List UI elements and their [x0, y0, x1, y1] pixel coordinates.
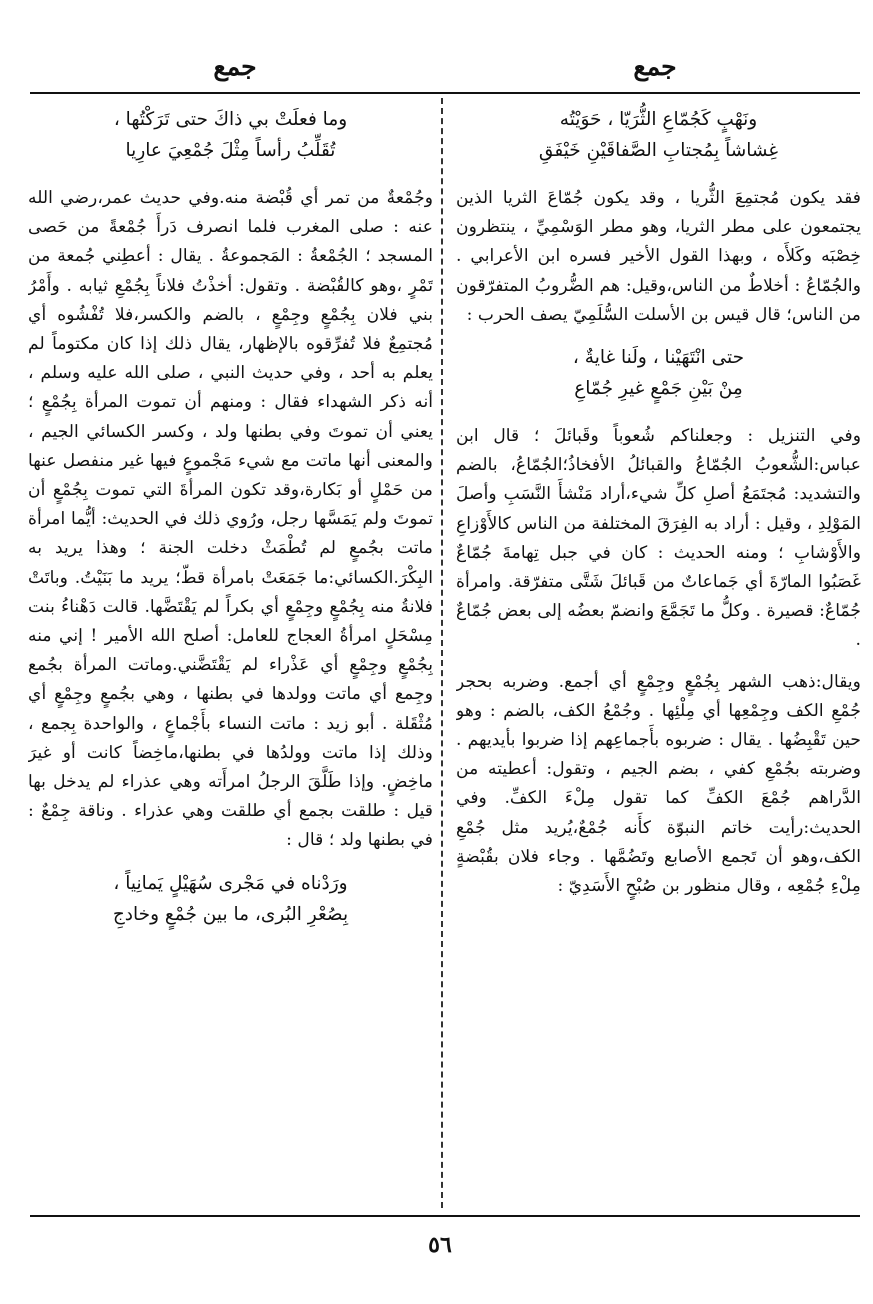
right-column: [456, 100, 861, 1210]
footer-rule: [30, 1215, 860, 1217]
page-number: ٥٦: [428, 1232, 452, 1258]
verse-block: [456, 104, 861, 166]
left-column: [28, 100, 433, 1210]
entry-paragraph: وجُمْعةٌ من تمر أي قُبْضة منه.وفي حديث عمر،رضي الله عنه : صلى المغرب فلما انصرف دَرأَ جُمْعةً من حَصى المسجد ؛ الجُمْعةُ : المَجموعةُ . يقال : أعطِني جُمعة من تَمْرٍ ،وهو كالقُبْضة . وتقول: أخذْتُ فلاناً بِجُمْعِ ثيابه . وأَمْرُ بني فلان بِجُمْعٍ وجِمْعٍ ، بالضم والكسر،فلا تُفْشُوه أي مُجتمِعٌ فلا تُفرِّقوه بالإظهار، يقال ذلك إذا كان مكتوماً لم يعلم به أحد ، وفي حديث النبي ، صلى الله عليه وسلم ، أنه ذكر الشهداء فقال : ومنهم أن تموت المرأة بِجُمْعٍ ؛ يعني أن تموتَ وفي بطنها ولد ، وكسر الكسائي الجيم ، والمعنى أنها ماتت مع شيء مَجْموعٍ فيها غير منفصل عنها من حَمْلٍ أو بَكارة،وقد تكون المرأةَ التي تموت بِجُمْعٍ أن تموتَ ولم يَمَسَّها رجل، ورُوي ذلك في الحديث: أيُّما امرأة ماتت بجُمعٍ لم تُطْمَثْ دخلت الجنة ؛ وهذا يريد به البِكْرَ.الكسائي:ما جَمَعَتْ بامرأة قطّ؛ يريد ما بَنَيْتُ. وباتَتْ فلانةُ منه بِجُمْعٍ وجِمْعٍ أي بكراً لم يَقْتَضَّها. قالت دَهْناءُ بنت مِسْحَلٍ امرأةُ العجاج للعامل: أصلح الله الأمير ! إني منه بِجُمْعٍ وجِمْعٍ أي عَذْراء لم يَقْتَضَّني.وماتت المرأة بجُمع وجِمع أي ماتت وولدها في بطنها ، وهي بجُمعٍ وجِمْعٍ أي مُثْقَلة . أبو زيد : ماتت النساء بأَجْماعٍ ، والواحدة بِجمع ، وذلك إذا ماتت وولدُها في بطنها،ماخِضاً كانت أو غيرَ ماخِضٍ. وإذا طَلَّقَ الرجلُ امرأَته وهي عذراء لم يدخل بها قيل : طلقت بجمع أي طلقت وهي عذراء . وناقة جِمْعٌ : في بطنها ولد ؛ قال :: [28, 188, 433, 851]
verse-line: مِنْ بَيْنِ جَمْعٍ غيرِ جُمّاعِ: [574, 378, 743, 400]
verse-line: حتى انْتَهَيْنا ، ولَنا غايةٌ ،: [572, 347, 745, 369]
verse-line: ونَهْبٍ كَجُمّاعِ الثُّرَيّا ، حَوَيْتُه: [559, 109, 758, 130]
verse-line: تُقَلِّبُ رأساً مِثْلَ جُمْعِيَ عارِيا: [125, 140, 336, 161]
running-head-right: جمع: [633, 52, 677, 81]
verse-block: [28, 868, 433, 930]
header-rule: [30, 92, 860, 94]
verse-block: [456, 342, 861, 404]
entry-paragraph: ويقال:ذهب الشهر بِجُمْعٍ وجِمْعٍ أي أجمع. وضربه بحجر جُمْعِ الكف وجِمْعِها أي مِلْئِها . وجُمْعُ الكف، بالضم : وهو حين تَقْبِضُها . يقال : ضربوه بأَجماعِهم إذا ضربوا بأيديهم . وضربته بجُمْعِ كفي ، بضم الجيم ، وتقول: أعطيته من الدَّراهم جُمْعَ الكفِّ كما تقول مِلْءَ الكفِّ. وفي الحديث:رأيت خاتم النبوّة كأَنه جُمْعٌ،يُريد مثل جُمْعِ الكف،وهو أن تَجمع الأصابع وتَضُمَّها . وجاء فلان بقُبْضةٍ مِلْءِ جُمْعِه ، وقال منظور بن صُبْحٍ الأَسَدِيّ :: [456, 671, 861, 897]
column-divider: [441, 98, 443, 1208]
entry-paragraph: وفي التنزيل : وجعلناكم شُعوباً وقَبائلَ ؛ قال ابن عباس:الشُّعوبُ الجُمّاعُ والقبائلُ الأفخاذُ؛الجُمّاعُ، بالضم والتشديد: مُجتَمَعُ أصلِ كلِّ شيء،أراد مَنْشأَ النَّسَبِ وأصلَ المَوْلِدِ ، وقيل : أراد به الفِرَقَ المختلفة من الناس كالأَوْزاعِ والأَوْشابِ ؛ ومنه الحديث : كان في جبل تِهامةَ جُمّاعٌ غَصَبُوا المارّةَ أي جَماعاتٌ من قَبائلَ شَتَّى متفرّقة. وامرأة جُمّاعٌ: قصيرة . وكلُّ ما تَجَمَّعَ وانضمّ بعضُه إلى بعض جُمّاعٌ .: [456, 426, 861, 651]
verse-line: غِشاشاً بِمُجتابِ الصَّفاقَيْنِ خَيْفَقِ: [538, 140, 779, 161]
running-head-left: جمع: [213, 52, 257, 81]
verse-line: ورَدْناه في مَجْرى سُهَيْلٍ يَمانِياً ،: [113, 872, 348, 894]
verse-block: [28, 104, 433, 166]
verse-line: وما فعلَتْ بي ذاكَ حتى تَرَكْتُها ،: [113, 109, 348, 130]
entry-paragraph: فقد يكون مُجتمِعَ الثُّريا ، وقد يكون جُمّاعَ الثريا الذين يجتمعون على مطر الثريا، وهو مطر الوَسْمِيِّ ، ينتظرون خِصْبَه وكَلأَه ، وبهذا القول الأخير فسره ابن الأعرابي . والجُمّاعُ : أخلاطٌ من الناس،وقيل: هم الضُّروبُ المتفرّقون من الناس؛ قال قيس بن الأسلت السُّلَمِيّ يصف الحرب :: [456, 188, 861, 325]
verse-line: بِصُعْرِ البُرى، ما بين جُمْعٍ وخادجِ: [112, 903, 349, 925]
